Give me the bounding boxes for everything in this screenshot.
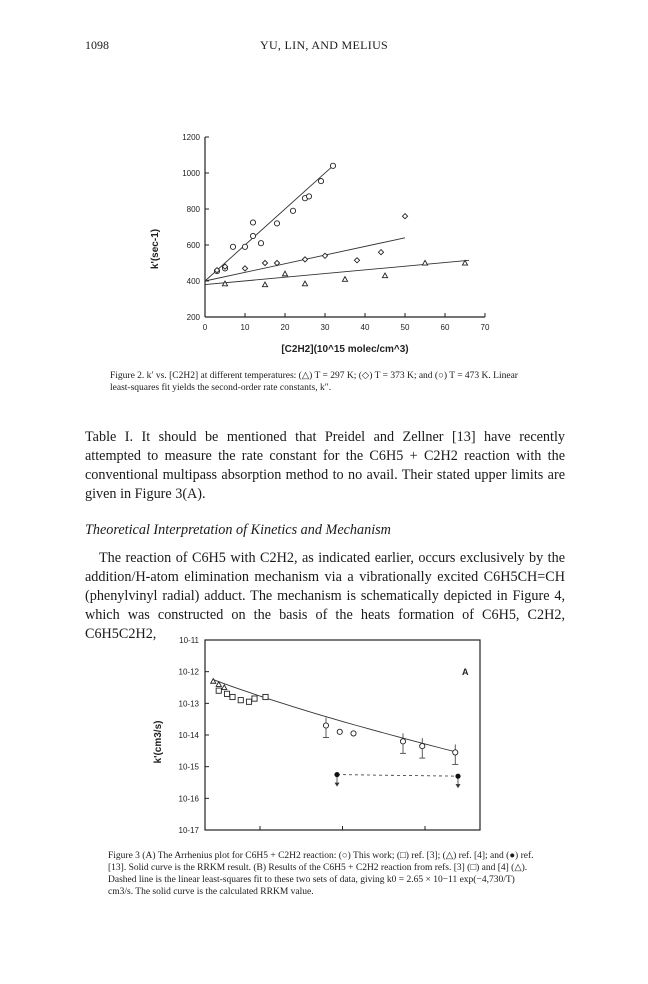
data-point-square <box>263 694 268 699</box>
data-point-diamond <box>242 266 247 271</box>
data-point-square <box>252 696 257 701</box>
data-point-circle <box>250 220 255 225</box>
data-point-square <box>224 691 229 696</box>
data-point-diamond <box>322 253 327 258</box>
data-point-circle <box>453 750 458 755</box>
data-point-diamond <box>354 258 359 263</box>
data-point-triangle <box>302 281 307 286</box>
data-point-filled-circle <box>455 774 460 779</box>
data-point-circle <box>318 179 323 184</box>
y-tick-label: 1000 <box>182 169 200 178</box>
data-point-triangle <box>211 679 216 684</box>
data-point-circle <box>250 233 255 238</box>
y-tick-label: 800 <box>186 205 200 214</box>
section-heading: Theoretical Interpretation of Kinetics and Mechanism <box>85 522 391 538</box>
y-tick-label: 200 <box>186 313 200 322</box>
data-point-triangle <box>422 260 427 265</box>
data-point-square <box>230 694 235 699</box>
data-point-circle <box>330 163 335 168</box>
data-point-triangle <box>222 685 227 690</box>
figure-2-caption: Figure 2. k′ vs. [C2H2] at different temperatures: (△) T = 297 K; (◇) T = 373 K; and (○) T = 473 K. Linear least-squares fit yields the second-order rate constants, k″. <box>110 371 518 393</box>
y-tick-label: 10-12 <box>178 667 199 677</box>
upper-limit-arrowhead <box>335 783 340 787</box>
data-point-square <box>246 699 251 704</box>
data-point-triangle <box>342 277 347 282</box>
x-tick-label: 60 <box>440 323 450 332</box>
figure-3-chart <box>140 632 500 842</box>
data-point-triangle <box>282 271 287 276</box>
x-tick-label: 30 <box>320 323 330 332</box>
upper-limit-arrowhead <box>456 784 461 788</box>
data-point-square <box>238 698 243 703</box>
plot-frame <box>205 640 480 830</box>
y-tick-label: 10-14 <box>178 731 199 740</box>
panel-label: A <box>462 667 469 677</box>
x-tick-label: 50 <box>400 323 410 332</box>
x-tick-label: 20 <box>280 323 290 332</box>
data-point-filled-circle <box>334 772 339 777</box>
data-point-diamond <box>302 257 307 262</box>
y-tick-label: 10-11 <box>179 636 199 645</box>
figure-2-chart <box>140 125 520 365</box>
data-point-circle <box>420 743 425 748</box>
least-squares-dashed-line <box>337 775 458 777</box>
data-point-diamond <box>402 214 407 219</box>
y-tick-label: 600 <box>186 241 200 250</box>
data-point-circle <box>306 194 311 199</box>
data-point-circle <box>323 723 328 728</box>
data-point-circle <box>351 731 356 736</box>
figure-3-caption: Figure 3 (A) The Arrhenius plot for C6H5 + C2H2 reaction: (○) This work; (□) ref. [3]; (△) ref. [4]; and (●) ref. [13]. Solid curve is the RRKM result. (B) Results of the C6H5 + C2H2 reaction from refs. [3] (□) and [4] (△). Dashed line is the linear least-squares fit to these two sets of data, giving k0 = 2.65 × 10−11 exp(−4,730/T) cm3/s. The solid curve is the calculated RRKM value. <box>108 851 534 897</box>
x-tick-label: 70 <box>480 323 490 332</box>
y-tick-label: 10-13 <box>178 699 199 709</box>
data-point-circle <box>400 739 405 744</box>
y-axis-label: k'(sec-1) <box>150 228 161 270</box>
fit-line-circle <box>205 166 333 281</box>
y-tick-label: 1200 <box>182 133 200 142</box>
data-point-triangle <box>382 273 387 278</box>
rrkm-curve <box>213 680 458 753</box>
data-point-circle <box>337 729 342 734</box>
y-tick-label: 10-16 <box>178 794 199 804</box>
y-tick-label: 400 <box>186 277 200 286</box>
x-tick-label: 0 <box>202 323 208 332</box>
x-axis-label: [C2H2](10^15 molec/cm^3) <box>281 344 409 355</box>
data-point-square <box>216 688 221 693</box>
data-point-circle <box>290 208 295 213</box>
data-point-triangle <box>222 281 227 286</box>
data-point-diamond <box>378 250 383 255</box>
data-point-circle <box>258 241 263 246</box>
y-tick-label: 10-17 <box>178 826 199 835</box>
page-number: 1098 <box>85 38 109 52</box>
running-head: YU, LIN, AND MELIUS <box>259 38 389 52</box>
data-point-circle <box>274 221 279 226</box>
data-point-circle <box>230 244 235 249</box>
y-tick-label: 10-15 <box>178 762 199 772</box>
paragraph-1: Table I. It should be mentioned that Preidel and Zellner [13] have recently attempted to measure the rate constant for the C6H5 + C2H2 reaction with the conventional multipass absorption method to no avail. Their stated upper limits are given in Figure 3(A). <box>85 429 565 502</box>
y-axis-label: k'(cm3/s) <box>153 720 164 764</box>
data-point-circle <box>242 244 247 249</box>
x-tick-label: 40 <box>360 323 370 332</box>
data-point-triangle <box>262 282 267 287</box>
data-point-diamond <box>262 260 267 265</box>
paragraph-2: The reaction of C6H5 with C2H2, as indicated earlier, occurs exclusively by the addition/H-atom elimination mechanism via a vibrationally excited C6H5CH=CH (phenylvinyl radial) adduct. The mechanism is schematically depicted in Figure 4, which was constructed on the basis of the heats formation of C6H5, C2H2, C6H5C2H2, <box>85 550 565 642</box>
x-tick-label: 10 <box>240 323 250 332</box>
